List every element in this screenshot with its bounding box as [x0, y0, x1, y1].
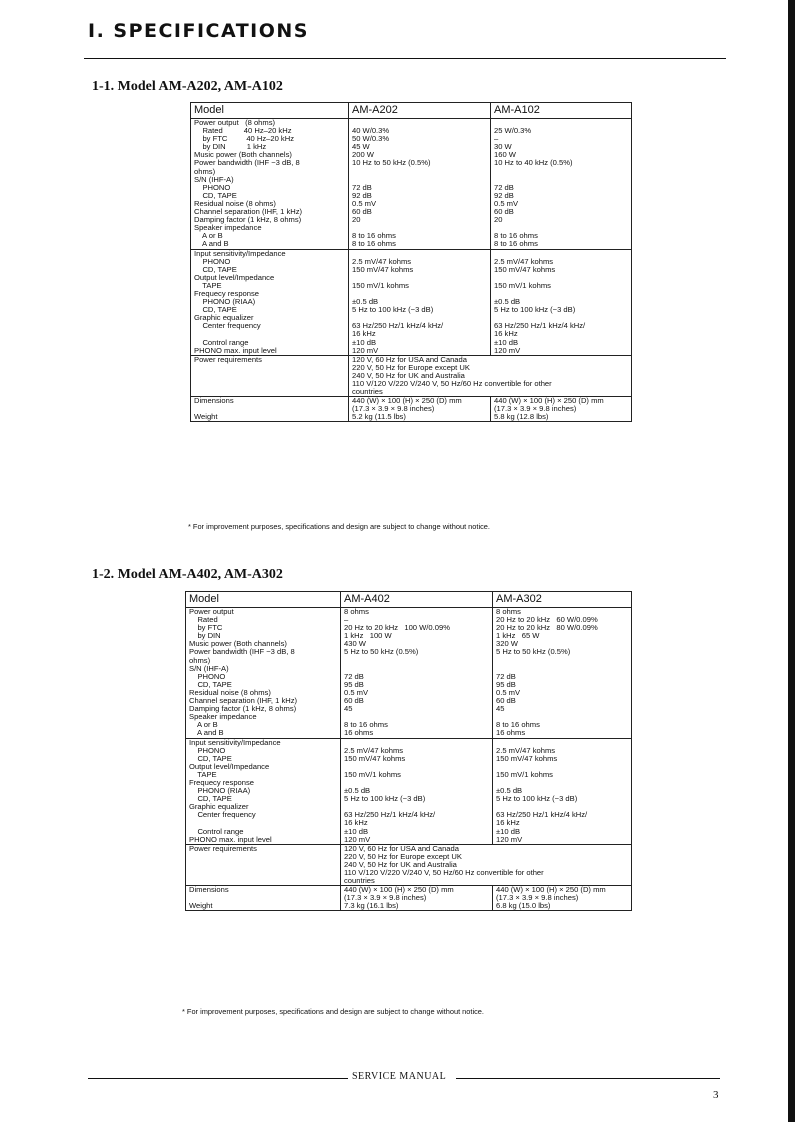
spec-line: [344, 657, 489, 665]
spec-line: Speaker impedance: [194, 223, 262, 233]
spec-line: Damping factor (1 kHz, 8 ohms): [189, 704, 297, 714]
spec-line: Residual noise (8 ohms): [189, 687, 271, 697]
spec-line: CD, TAPE: [189, 753, 232, 763]
spec-line: PHONO: [194, 256, 231, 266]
spec-line: 5 Hz to 50 kHz (0.5%): [496, 647, 571, 657]
spec-line: Rated: [189, 615, 218, 625]
spec-line: Graphic equalizer: [189, 802, 249, 812]
spec-line: 160 W: [494, 150, 516, 160]
spec-line: Control range: [194, 337, 249, 347]
spec-line: 110 V/120 V/220 V/240 V, 50 Hz/60 Hz convertible for other: [344, 868, 544, 877]
spec-line: Frequecy response: [194, 288, 260, 298]
dimensions-labels-cell: [186, 886, 341, 911]
spec-line: 5 Hz to 50 kHz (0.5%): [344, 647, 419, 657]
power-requirements-row: [191, 355, 632, 396]
spec-line: 63 Hz/250 Hz/1 kHz/4 kHz/: [352, 321, 444, 331]
spec-line: [352, 176, 487, 184]
spec-line: PHONO max. input level: [189, 834, 272, 844]
spec-values-cell: [341, 608, 493, 739]
spec-line: Damping factor (1 kHz, 8 ohms): [194, 215, 302, 225]
spec-line: 45: [344, 704, 353, 714]
spec-line: 240 V, 50 Hz for UK and Australia: [344, 859, 457, 869]
power-requirements-values: [341, 844, 632, 885]
spec-line: 5.2 kg (11.5 lbs): [352, 412, 406, 422]
spec-line: 120 mV: [496, 834, 523, 844]
spec-line: 2.5 mV/47 kohms: [496, 745, 556, 755]
spec-line: 8 to 16 ohms: [344, 720, 388, 730]
spec-line: Input sensitivity/Impedance: [189, 737, 281, 747]
spec-line: 2.5 mV/47 kohms: [494, 256, 554, 266]
spec-line: 1 kHz 65 W: [496, 631, 540, 641]
spec-line: 20 Hz to 20 kHz 80 W/0.09%: [496, 623, 598, 633]
spec-line: 150 mV/47 kohms: [344, 753, 406, 763]
spec-line: countries: [352, 387, 383, 397]
spec-labels-cell: [186, 738, 341, 844]
spec-line: –: [494, 134, 499, 144]
spec-line: 16 ohms: [496, 728, 526, 738]
dimensions-labels-cell: [191, 397, 349, 422]
spec-line: 120 mV: [494, 345, 521, 355]
spec-line: 5.8 kg (12.8 lbs): [494, 412, 549, 422]
spec-line: Power requirements: [189, 843, 257, 853]
spec-line: 430 W: [344, 639, 366, 649]
spec-line: [344, 665, 489, 673]
spec-line: [496, 657, 628, 665]
spec-line: CD, TAPE: [194, 305, 237, 315]
title-rule: [84, 58, 726, 59]
spec-line: ±0.5 dB: [496, 786, 523, 796]
spec-line: ±0.5 dB: [352, 297, 379, 307]
spec-line: 63 Hz/250 Hz/1 kHz/4 kHz/: [496, 810, 588, 820]
spec-line: by DIN: [189, 631, 221, 641]
model-column-header: AM-A202: [349, 103, 491, 119]
spec-line: 240 V, 50 Hz for UK and Australia: [352, 370, 465, 380]
spec-line: PHONO (RIAA): [194, 297, 256, 307]
spec-line: 63 Hz/250 Hz/1 kHz/4 kHz/: [494, 321, 586, 331]
spec-line: by DIN 1 kHz: [194, 142, 267, 152]
spec-line: 120 V, 60 Hz for USA and Canada: [344, 843, 459, 853]
spec-line: 72 dB: [344, 671, 364, 681]
spec-line: 7.3 kg (16.1 lbs): [344, 901, 399, 911]
spec-line: 5 Hz to 100 kHz (−3 dB): [496, 794, 578, 804]
model-header: Model: [186, 592, 341, 608]
spec-table-2: [185, 591, 632, 911]
dimensions-values-cell: [491, 397, 632, 422]
spec-line: Graphic equalizer: [194, 313, 254, 323]
header-row: [191, 103, 632, 119]
spec-line: ±10 dB: [344, 826, 369, 836]
footer-rule-left: [88, 1078, 348, 1079]
spec-line: 5 Hz to 100 kHz (−3 dB): [352, 305, 434, 315]
spec-line: 8 ohms: [344, 607, 369, 616]
spec-line: 8 to 16 ohms: [352, 231, 396, 241]
spec-line: ohms): [194, 166, 216, 176]
dimensions-row: [186, 886, 632, 911]
spec-line: 150 mV/1 kohms: [352, 280, 409, 290]
spec-line: PHONO: [189, 745, 226, 755]
spec-line: 2.5 mV/47 kohms: [352, 256, 412, 266]
power-requirements-label: [191, 355, 349, 396]
model-column-header: AM-A102: [491, 103, 632, 119]
spec-values-cell: [341, 738, 493, 844]
spec-line: 8 to 16 ohms: [494, 239, 538, 249]
spec-line: Rated 40 Hz–20 kHz: [194, 126, 292, 136]
spec-line: CD, TAPE: [189, 794, 232, 804]
spec-line: Input sensitivity/Impedance: [194, 248, 286, 258]
spec-line: 8 to 16 ohms: [494, 231, 538, 241]
spec-line: –: [344, 615, 349, 625]
spec-line: 150 mV/47 kohms: [494, 264, 556, 274]
spec-line: 150 mV/47 kohms: [496, 753, 558, 763]
spec-line: Channel separation (IHF, 1 kHz): [194, 207, 303, 217]
spec-line: ±10 dB: [352, 337, 377, 347]
spec-line: 20: [352, 215, 361, 225]
model-column-header: AM-A302: [493, 592, 632, 608]
spec-line: 320 W: [496, 639, 518, 649]
spec-line: 30 W: [494, 142, 512, 152]
spec-line: Power bandwidth (IHF −3 dB, 8: [194, 158, 300, 168]
spec-line: (17.3 × 3.9 × 9.8 inches): [494, 404, 577, 414]
spec-line: by FTC: [189, 623, 223, 633]
spec-line: CD, TAPE: [194, 264, 237, 274]
spec-line: 120 mV: [344, 834, 371, 844]
spec-values-cell: [491, 249, 632, 355]
spec-line: Dimensions: [194, 396, 234, 406]
spec-line: CD, TAPE: [194, 190, 237, 200]
spec-values-cell: [491, 119, 632, 250]
spec-line: 0.5 mV: [496, 687, 521, 697]
spec-line: ohms): [189, 655, 211, 665]
spec-line: 120 mV: [352, 345, 379, 355]
spec-line: 10 Hz to 50 kHz (0.5%): [352, 158, 431, 168]
spec-line: TAPE: [189, 769, 217, 779]
spec-line: 200 W: [352, 150, 374, 160]
spec-line: ±10 dB: [496, 826, 521, 836]
dimensions-values-cell: [349, 397, 491, 422]
spec-line: 10 Hz to 40 kHz (0.5%): [494, 158, 573, 168]
spec-line: Power output: [189, 607, 234, 616]
spec-line: 92 dB: [494, 190, 514, 200]
spec-line: countries: [344, 876, 375, 886]
spec-line: 440 (W) × 100 (H) × 250 (D) mm: [494, 396, 604, 406]
spec-values-cell: [493, 608, 632, 739]
spec-line: by FTC 40 Hz–20 kHz: [194, 134, 295, 144]
spec-line: 60 dB: [496, 696, 516, 706]
spec-line: 0.5 mV: [494, 198, 519, 208]
spec-line: 20 Hz to 20 kHz 60 W/0.09%: [496, 615, 598, 625]
spec-line: 0.5 mV: [352, 198, 377, 208]
spec-line: 92 dB: [352, 190, 372, 200]
spec-labels-cell: [191, 119, 349, 250]
spec-line: 60 dB: [352, 207, 372, 217]
spec-line: 72 dB: [496, 671, 516, 681]
spec-line: 60 dB: [494, 207, 514, 217]
spec-line: Weight: [189, 901, 213, 911]
spec-line: 50 W/0.3%: [352, 134, 390, 144]
spec-line: Power output (8 ohms): [194, 118, 276, 127]
spec-line: 25 W/0.3%: [494, 126, 532, 136]
dimensions-values-cell: [341, 886, 493, 911]
spec-line: PHONO (RIAA): [189, 786, 251, 796]
spec-line: 16 kHz: [494, 329, 518, 339]
spec-line: 440 (W) × 100 (H) × 250 (D) mm: [496, 885, 606, 895]
spec-values-cell: [493, 738, 632, 844]
spec-line: 150 mV/47 kohms: [352, 264, 414, 274]
model-header: Model: [191, 103, 349, 119]
spec-line: ±0.5 dB: [494, 297, 521, 307]
spec-line: Dimensions: [189, 885, 229, 895]
spec-line: PHONO: [194, 182, 231, 192]
spec-line: 2.5 mV/47 kohms: [344, 745, 404, 755]
spec-line: 110 V/120 V/220 V/240 V, 50 Hz/60 Hz convertible for other: [352, 379, 552, 388]
section-heading-1: 1-1. Model AM-A202, AM-A102: [92, 79, 283, 94]
spec-line: Channel separation (IHF, 1 kHz): [189, 696, 298, 706]
dimensions-values-cell: [493, 886, 632, 911]
spec-line: ±10 dB: [494, 337, 519, 347]
spec-line: 63 Hz/250 Hz/1 kHz/4 kHz/: [344, 810, 436, 820]
spec-line: [494, 168, 628, 176]
spec-line: PHONO max. input level: [194, 345, 277, 355]
spec-labels-cell: [186, 608, 341, 739]
spec-line: 1 kHz 100 W: [344, 631, 392, 641]
spec-line: TAPE: [194, 280, 222, 290]
spec-line: 95 dB: [496, 679, 516, 689]
scan-edge-bar: [788, 0, 795, 1122]
spec-line: 0.5 mV: [344, 687, 369, 697]
spec-line: A or B: [194, 231, 223, 241]
spec-line: Residual noise (8 ohms): [194, 198, 276, 208]
spec-line: Speaker impedance: [189, 712, 257, 722]
spec-line: A or B: [189, 720, 218, 730]
spec-line: 16 kHz: [352, 329, 376, 339]
spec-line: 150 mV/1 kohms: [344, 769, 401, 779]
spec-line: 220 V, 50 Hz for Europe except UK: [352, 362, 470, 372]
spec-line: 45 W: [352, 142, 370, 152]
spec-line: 220 V, 50 Hz for Europe except UK: [344, 851, 462, 861]
spec-line: 72 dB: [352, 182, 372, 192]
spec-line: (17.3 × 3.9 × 9.8 inches): [352, 404, 435, 414]
footer-label: SERVICE MANUAL: [352, 1071, 447, 1082]
spec-line: A and B: [189, 728, 224, 738]
spec-line: CD, TAPE: [189, 679, 232, 689]
spec-line: 45: [496, 704, 505, 714]
spec-line: Frequecy response: [189, 777, 255, 787]
power-requirements-values: [349, 355, 632, 396]
spec-line: 440 (W) × 100 (H) × 250 (D) mm: [344, 885, 454, 895]
spec-table-1: [190, 102, 632, 422]
footer-rule-right: [456, 1078, 720, 1079]
footnote-1: * For improvement purposes, specifications and design are subject to change without notice.: [188, 522, 490, 531]
spec-line: Control range: [189, 826, 244, 836]
spec-line: Music power (Both channels): [194, 150, 292, 160]
spec-values-cell: [349, 119, 491, 250]
spec-line: Power bandwidth (IHF −3 dB, 8: [189, 647, 295, 657]
spec-line: [352, 168, 487, 176]
spec-line: 16 kHz: [496, 818, 520, 828]
page-title: I. SPECIFICATIONS: [88, 20, 309, 42]
power-requirements-label: [186, 844, 341, 885]
spec-line: 5 Hz to 100 kHz (−3 dB): [344, 794, 426, 804]
spec-line: S/N (IHF-A): [194, 174, 234, 184]
spec-line: 150 mV/1 kohms: [496, 769, 553, 779]
spec-line: 8 to 16 ohms: [352, 239, 396, 249]
spec-line: 40 W/0.3%: [352, 126, 390, 136]
header-row: [186, 592, 632, 608]
spec-line: 440 (W) × 100 (H) × 250 (D) mm: [352, 396, 462, 406]
spec-line: 16 ohms: [344, 728, 374, 738]
spec-group-row: [186, 738, 632, 844]
spec-line: ±0.5 dB: [344, 786, 371, 796]
spec-line: 8 to 16 ohms: [496, 720, 540, 730]
spec-line: Center frequency: [194, 321, 261, 331]
spec-line: PHONO: [189, 671, 226, 681]
spec-labels-cell: [191, 249, 349, 355]
spec-group-row: [191, 249, 632, 355]
section-heading-2: 1-2. Model AM-A402, AM-A302: [92, 567, 283, 582]
spec-line: Center frequency: [189, 810, 256, 820]
spec-line: Output level/Impedance: [194, 272, 275, 282]
power-requirements-row: [186, 844, 632, 885]
spec-line: 150 mV/1 kohms: [494, 280, 551, 290]
spec-line: 8 ohms: [496, 607, 521, 616]
spec-values-cell: [349, 249, 491, 355]
spec-line: A and B: [194, 239, 229, 249]
spec-line: S/N (IHF-A): [189, 663, 229, 673]
footnote-2: * For improvement purposes, specifications and design are subject to change without notice.: [182, 1007, 484, 1016]
spec-line: (17.3 × 3.9 × 9.8 inches): [344, 893, 427, 903]
spec-line: Power requirements: [194, 354, 262, 364]
spec-line: 95 dB: [344, 679, 364, 689]
spec-line: 16 kHz: [344, 818, 368, 828]
spec-line: Music power (Both channels): [189, 639, 287, 649]
spec-line: 6.8 kg (15.0 lbs): [496, 901, 551, 911]
spec-group-row: [186, 608, 632, 739]
spec-line: 20 Hz to 20 kHz 100 W/0.09%: [344, 623, 450, 633]
spec-group-row: [191, 119, 632, 250]
spec-line: Weight: [194, 412, 218, 422]
spec-line: 60 dB: [344, 696, 364, 706]
dimensions-row: [191, 397, 632, 422]
spec-line: [494, 176, 628, 184]
spec-line: 72 dB: [494, 182, 514, 192]
model-column-header: AM-A402: [341, 592, 493, 608]
spec-line: (17.3 × 3.9 × 9.8 inches): [496, 893, 579, 903]
spec-line: 5 Hz to 100 kHz (−3 dB): [494, 305, 576, 315]
page-number: 3: [713, 1089, 719, 1101]
spec-line: 20: [494, 215, 503, 225]
spec-line: Output level/Impedance: [189, 761, 270, 771]
spec-line: 120 V, 60 Hz for USA and Canada: [352, 354, 467, 364]
